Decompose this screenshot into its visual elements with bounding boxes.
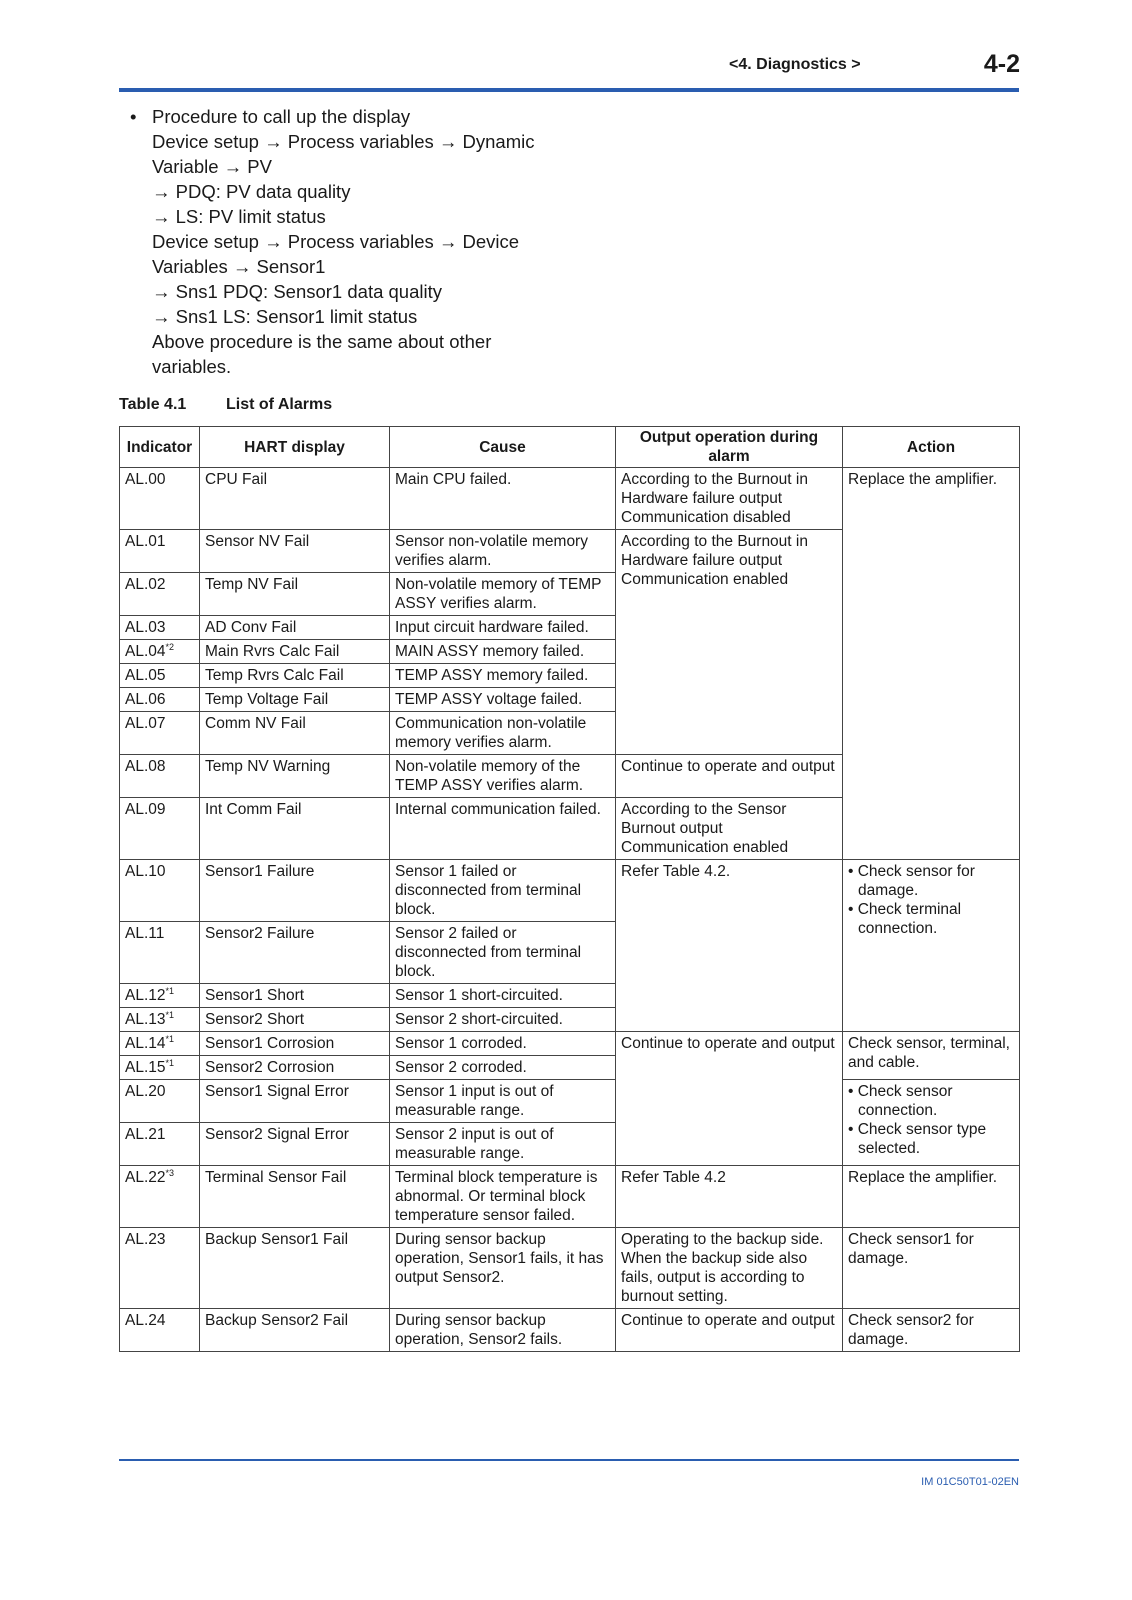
action-cell: Check sensor1 for damage. xyxy=(843,1228,1020,1309)
indicator-cell: AL.22$^{*3}$ xyxy=(120,1166,200,1228)
cause-cell: TEMP ASSY memory failed. xyxy=(390,664,616,688)
hart-cell: Backup Sensor1 Fail xyxy=(200,1228,390,1309)
hart-cell: Int Comm Fail xyxy=(200,798,390,860)
indicator-cell: AL.20 xyxy=(120,1080,200,1123)
indicator-cell: AL.24 xyxy=(120,1309,200,1352)
hart-cell: Sensor2 Failure xyxy=(200,922,390,984)
procedure-line: → LS: PV limit status xyxy=(152,206,326,227)
cause-cell: TEMP ASSY voltage failed. xyxy=(390,688,616,712)
indicator-cell: AL.15$^{*1}$ xyxy=(120,1056,200,1080)
table-row xyxy=(120,860,1020,922)
hart-cell: Sensor1 Signal Error xyxy=(200,1080,390,1123)
hart-cell: Terminal Sensor Fail xyxy=(200,1166,390,1228)
header-cause: Cause xyxy=(390,427,616,468)
indicator-cell: AL.10 xyxy=(120,860,200,922)
table-row xyxy=(120,468,1020,530)
cause-cell: Sensor 1 corroded. xyxy=(390,1032,616,1056)
procedure-line: → Sns1 LS: Sensor1 limit status xyxy=(152,306,418,327)
action-cell xyxy=(843,1080,1020,1166)
hart-cell: Sensor2 Short xyxy=(200,1008,390,1032)
procedure-line: Device setup → Process variables → Device xyxy=(152,231,520,252)
hart-cell: Temp NV Fail xyxy=(200,573,390,616)
indicator-cell: AL.11 xyxy=(120,922,200,984)
hart-cell: Sensor NV Fail xyxy=(200,530,390,573)
cause-cell: Main CPU failed. xyxy=(390,468,616,530)
table-row xyxy=(120,1228,1020,1309)
action-cell: Replace the amplifier. xyxy=(843,1166,1020,1228)
indicator-cell: AL.09 xyxy=(120,798,200,860)
procedure-line: Variable → PV xyxy=(152,156,272,177)
table-row xyxy=(120,1032,1020,1056)
cause-cell: Internal communication failed. xyxy=(390,798,616,860)
table-row xyxy=(120,1309,1020,1352)
indicator-cell: AL.05 xyxy=(120,664,200,688)
footer-rule xyxy=(119,1459,1019,1461)
action-item: • Check sensor connection. xyxy=(848,1083,953,1119)
hart-cell: Temp Voltage Fail xyxy=(200,688,390,712)
indicator-cell: AL.13$^{*1}$ xyxy=(120,1008,200,1032)
hart-cell: Sensor1 Corrosion xyxy=(200,1032,390,1056)
alarm-table xyxy=(119,426,1020,1352)
output-cell: According to the Burnout in Hardware failure output Communication disabled xyxy=(616,468,843,530)
cause-cell: Sensor 2 failed or disconnected from terminal block. xyxy=(390,922,616,984)
indicator-cell: AL.03 xyxy=(120,616,200,640)
cause-cell: Terminal block temperature is abnormal. Or terminal block temperature sensor failed. xyxy=(390,1166,616,1228)
indicator-cell: AL.12$^{*1}$ xyxy=(120,984,200,1008)
indicator-cell: AL.06 xyxy=(120,688,200,712)
hart-cell: Temp NV Warning xyxy=(200,755,390,798)
table-caption xyxy=(119,396,332,414)
table-row xyxy=(120,1080,1020,1123)
output-cell: Continue to operate and output xyxy=(616,755,843,798)
procedure-line: Device setup → Process variables → Dynamic xyxy=(152,131,535,152)
footnote-mark: *1 xyxy=(165,985,175,996)
cause-cell: Sensor 1 failed or disconnected from terminal block. xyxy=(390,860,616,922)
hart-cell: Sensor1 Short xyxy=(200,984,390,1008)
procedure-line: → PDQ: PV data quality xyxy=(152,181,351,202)
footnote-mark: *2 xyxy=(165,641,175,652)
action-item: • Check sensor for damage. xyxy=(848,863,975,899)
hart-cell: CPU Fail xyxy=(200,468,390,530)
output-cell: Operating to the backup side. When the backup side also fails, output is according to burnout setting. xyxy=(616,1228,843,1309)
header-indicator: Indicator xyxy=(120,427,200,468)
procedure-line: Procedure to call up the display xyxy=(152,106,411,127)
cause-cell: Sensor 2 corroded. xyxy=(390,1056,616,1080)
footnote-mark: *3 xyxy=(165,1167,175,1178)
footnote-mark: *1 xyxy=(165,1009,175,1020)
footnote-mark: *1 xyxy=(165,1033,175,1044)
cause-cell: Non-volatile memory of the TEMP ASSY verifies alarm. xyxy=(390,755,616,798)
action-cell: Check sensor2 for damage. xyxy=(843,1309,1020,1352)
header-rule xyxy=(119,88,1019,92)
hart-cell: Sensor1 Failure xyxy=(200,860,390,922)
header-hart-display: HART display xyxy=(200,427,390,468)
table-row xyxy=(120,1166,1020,1228)
cause-cell: During sensor backup operation, Sensor2 fails. xyxy=(390,1309,616,1352)
hart-cell: AD Conv Fail xyxy=(200,616,390,640)
procedure-line: → Sns1 PDQ: Sensor1 data quality xyxy=(152,281,442,302)
indicator-cell: AL.01 xyxy=(120,530,200,573)
output-cell: Continue to operate and output xyxy=(616,1032,843,1166)
hart-cell: Sensor2 Corrosion xyxy=(200,1056,390,1080)
procedure-line: Above procedure is the same about other xyxy=(152,331,492,352)
procedure-block xyxy=(130,104,730,379)
header-output-operation: Output operation during alarm xyxy=(616,427,843,468)
indicator-cell: AL.00 xyxy=(120,468,200,530)
cause-cell: Sensor non-volatile memory verifies alarm. xyxy=(390,530,616,573)
action-item: • Check terminal connection. xyxy=(848,901,962,937)
indicator-cell: AL.23 xyxy=(120,1228,200,1309)
document-id: IM 01C50T01-02EN xyxy=(921,1476,1019,1488)
indicator-cell: AL.02 xyxy=(120,573,200,616)
output-cell: According to the Sensor Burnout output Communication enabled xyxy=(616,798,843,860)
table-number: Table 4.1 xyxy=(119,396,187,413)
cause-cell: Sensor 1 input is out of measurable range. xyxy=(390,1080,616,1123)
action-cell: Replace the amplifier. xyxy=(843,468,1020,860)
cause-cell: MAIN ASSY memory failed. xyxy=(390,640,616,664)
indicator-cell: AL.14$^{*1}$ xyxy=(120,1032,200,1056)
output-cell: Refer Table 4.2. xyxy=(616,860,843,1032)
hart-cell: Sensor2 Signal Error xyxy=(200,1123,390,1166)
bullet: • xyxy=(130,106,137,127)
cause-cell: Sensor 2 input is out of measurable range. xyxy=(390,1123,616,1166)
hart-cell: Temp Rvrs Calc Fail xyxy=(200,664,390,688)
output-cell: Refer Table 4.2 xyxy=(616,1166,843,1228)
cause-cell: Communication non-volatile memory verifies alarm. xyxy=(390,712,616,755)
cause-cell: Sensor 2 short-circuited. xyxy=(390,1008,616,1032)
hart-cell: Main Rvrs Calc Fail xyxy=(200,640,390,664)
procedure-line: variables. xyxy=(152,356,232,377)
cause-cell: Input circuit hardware failed. xyxy=(390,616,616,640)
indicator-cell: AL.04$^{*2}$ xyxy=(120,640,200,664)
procedure-line: Variables → Sensor1 xyxy=(152,256,326,277)
action-cell: Check sensor, terminal, and cable. xyxy=(843,1032,1020,1080)
indicator-cell: AL.07 xyxy=(120,712,200,755)
header-action: Action xyxy=(843,427,1020,468)
output-cell: According to the Burnout in Hardware failure output Communication enabled xyxy=(616,530,843,755)
hart-cell: Comm NV Fail xyxy=(200,712,390,755)
table-header-row xyxy=(120,427,1020,468)
indicator-cell: AL.08 xyxy=(120,755,200,798)
section-header: <4. Diagnostics > xyxy=(729,56,861,73)
indicator-cell: AL.21 xyxy=(120,1123,200,1166)
action-item: • Check sensor type selected. xyxy=(848,1121,987,1157)
cause-cell: During sensor backup operation, Sensor1 fails, it has output Sensor2. xyxy=(390,1228,616,1309)
cause-cell: Sensor 1 short-circuited. xyxy=(390,984,616,1008)
output-cell: Continue to operate and output xyxy=(616,1309,843,1352)
page-number: 4-2 xyxy=(983,50,1020,78)
action-cell xyxy=(843,860,1020,1032)
footnote-mark: *1 xyxy=(165,1057,175,1068)
cause-cell: Non-volatile memory of TEMP ASSY verifies alarm. xyxy=(390,573,616,616)
table-title: List of Alarms xyxy=(226,396,333,413)
hart-cell: Backup Sensor2 Fail xyxy=(200,1309,390,1352)
